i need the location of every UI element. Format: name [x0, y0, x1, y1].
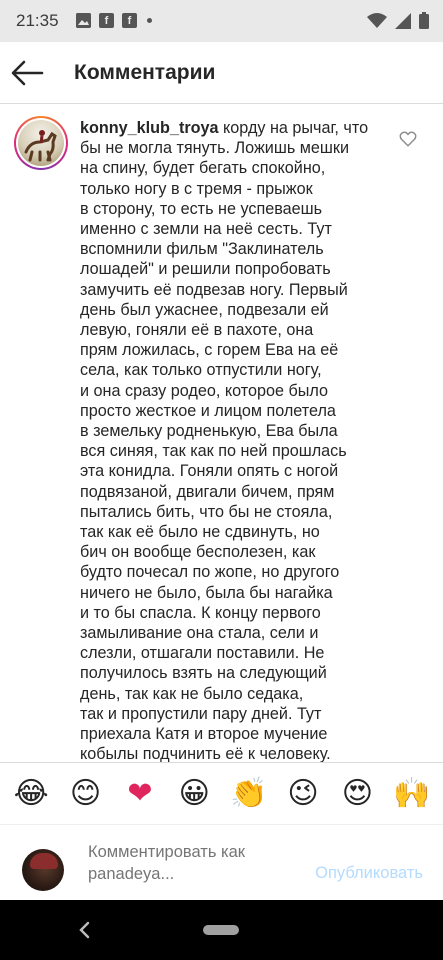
comment — [0, 104, 443, 762]
signal-icon — [395, 13, 411, 29]
dot-icon — [147, 18, 152, 23]
horse-rider-image — [18, 120, 64, 166]
comment-text — [80, 118, 380, 762]
comment-body: корду на рычаг, что бы не могла тянуть. Ложишь мешки на спину, будет бегать спокойно, только ногу в с тремя - прыжок в сторону, то есть не успеваешь именно с земли на неё сесть. Тут вспомнили фильм "Заклинатель лошадей" и решили попробовать замучить её подвезав ногу. Первый день был ужаснее, подвезали ей левую, гоняли её в пахоте, она прям ложилась, с горем Ева на её села, как только отпустили ногу, и она сразу родео, которое было просто жесткое и лицом полетела в земельку родненькую, Ева была вся синяя, так как по ней прошлась эта конидла. Гоняли опять с ногой подвязаной, двигали бичем, прям пытались бить, что бы не стояла, так как её было не сдвинуть, но бич он вообще бесполезен, как будто почесал по жопе, но другого ничего не было, была бы нагайка и то бы спасла. К концу первого замыливание она стала, сели и слезли, отшагали поставили. Не получилось взять на следующий день, так как не было седака, так и пропустили пару дней. Тут приехала Катя и второе мучение кобылы подчинить её к человеку. — [80, 119, 369, 762]
like-button[interactable] — [399, 130, 417, 148]
winking-face-emoji[interactable]: 😉 — [287, 775, 319, 811]
clapping-hands-emoji[interactable]: 👏 — [230, 775, 268, 811]
emoji-bar — [0, 762, 443, 824]
wifi-icon — [367, 13, 387, 29]
arrow-left-icon — [10, 57, 44, 89]
status-bar — [0, 0, 443, 42]
comment-username[interactable]: konny_klub_troya — [80, 119, 219, 137]
smiling-face-emoji[interactable]: 😊 — [69, 775, 102, 811]
my-avatar — [22, 849, 64, 891]
page-title: Комментарии — [74, 61, 216, 84]
comment-input[interactable] — [88, 841, 288, 885]
home-pill-icon[interactable] — [203, 925, 239, 935]
commenter-avatar[interactable] — [14, 116, 68, 170]
navigation-bar — [0, 900, 443, 960]
back-button[interactable] — [10, 57, 50, 89]
red-heart-emoji[interactable]: ❤ — [127, 775, 153, 811]
nav-back-button[interactable] — [76, 920, 92, 940]
publish-button[interactable]: Опубликовать — [315, 864, 423, 882]
image-icon — [76, 13, 91, 28]
facebook-icon: f — [99, 13, 114, 28]
heart-eyes-emoji[interactable]: 😍 — [341, 775, 374, 811]
status-time: 21:35 — [16, 11, 59, 30]
grinning-face-emoji[interactable]: 😀 — [178, 775, 210, 811]
raising-hands-emoji[interactable]: 🙌 — [393, 775, 431, 811]
heart-outline-icon — [399, 130, 417, 148]
facebook-icon: f — [122, 13, 137, 28]
battery-icon — [419, 12, 429, 29]
chevron-left-icon — [76, 920, 92, 940]
header — [0, 42, 443, 104]
face-with-tears-of-joy-emoji[interactable]: 😂 — [13, 775, 49, 811]
comment-composer — [0, 824, 443, 900]
